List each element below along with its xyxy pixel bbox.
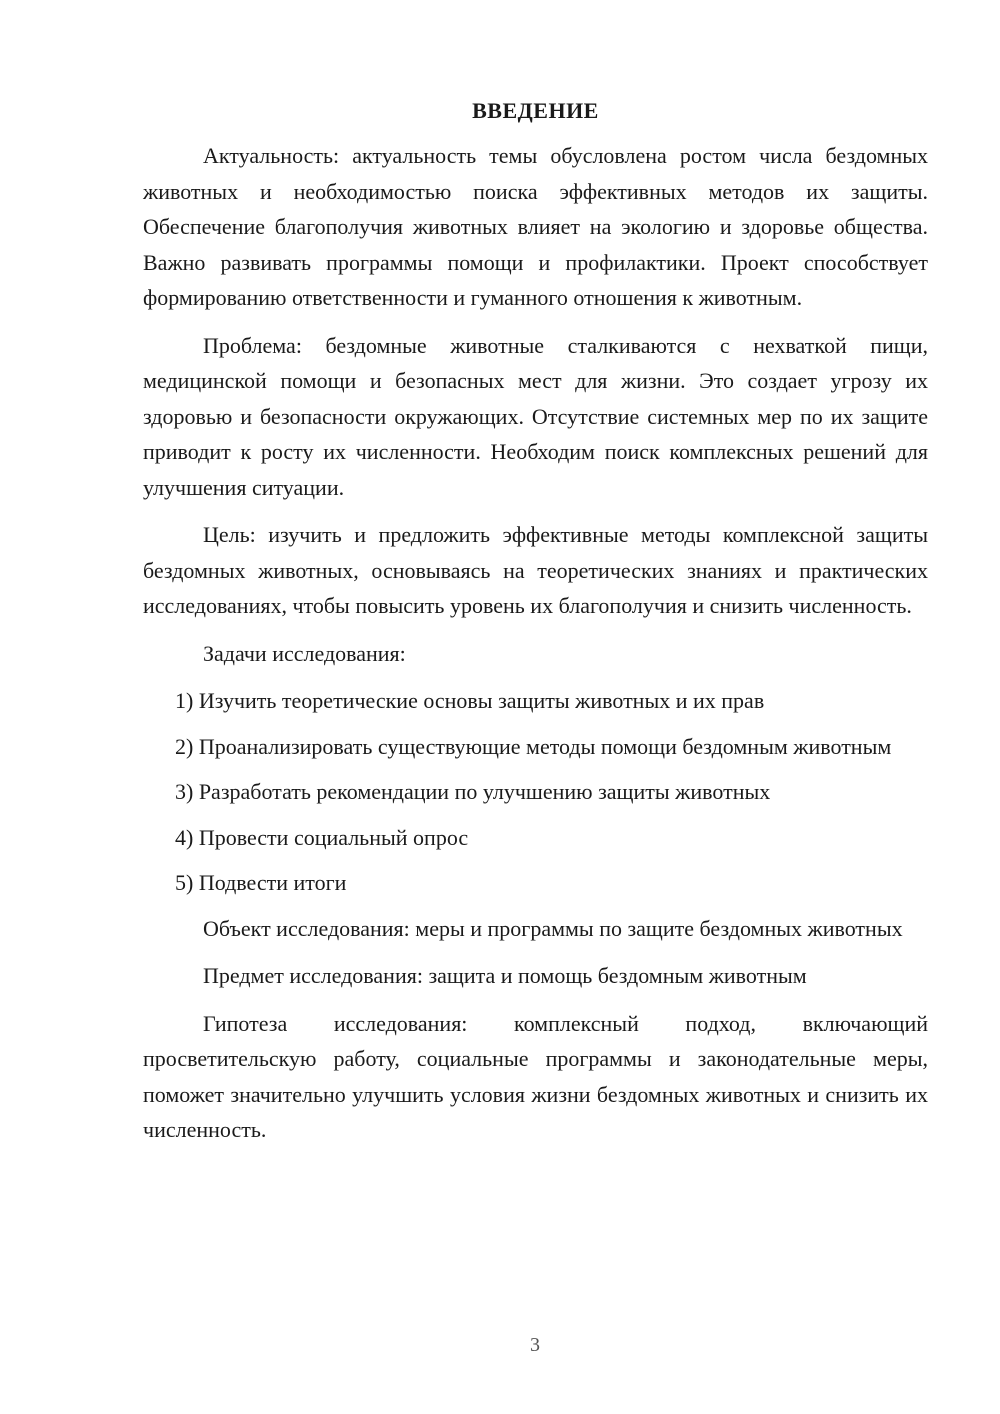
goal-paragraph: Цель: изучить и предложить эффективные методы комплексной защиты бездомных животных, основываясь на теоретических знаниях и практических исследованиях, чтобы повысить уровень их благополучия и снизить численность. — [143, 522, 928, 618]
relevance-paragraph: Актуальность: актуальность темы обусловлена ростом числа бездомных животных и необходимостью поиска эффективных методов их защиты. Обеспечение благополучия животных влияет на экологию и здоровье общества. Важно развивать программы помощи и профилактики. Проект способствует формированию ответственности и гуманного отношения к животным. — [143, 143, 928, 310]
task-item: 4) Провести социальный опрос — [175, 824, 469, 850]
problem-paragraph: Проблема: бездомные животные сталкиваются с нехваткой пищи, медицинской помощи и безопасных мест для жизни. Это создает угрозу их здоровью и безопасности окружающих. Отсутствие системных мер по их защите приводит к росту их численности. Необходим поиск комплексных решений для улучшения ситуации. — [143, 332, 928, 500]
hypothesis-paragraph: Гипотеза исследования: комплексный подход, включающий просветительскую работу, социальные программы и законодательные меры, поможет значительно улучшить условия жизни бездомных животных и снизить их численность. — [143, 1010, 928, 1142]
subject-paragraph: Предмет исследования: защита и помощь бездомным животным — [203, 963, 807, 988]
page-title: ВВЕДЕНИЕ — [472, 98, 599, 123]
page-content — [143, 96, 928, 1160]
task-item: 1) Изучить теоретические основы защиты животных и их прав — [175, 688, 765, 713]
task-item: 5) Подвести итоги — [175, 870, 347, 895]
task-item: 2) Проанализировать существующие методы помощи бездомным животным — [175, 733, 892, 759]
tasks-heading: Задачи исследования: — [203, 640, 406, 666]
page-number: 3 — [530, 1334, 540, 1356]
task-item: 3) Разработать рекомендации по улучшению защиты животных — [175, 779, 771, 804]
object-paragraph: Объект исследования: меры и программы по защите бездомных животных — [203, 915, 903, 941]
